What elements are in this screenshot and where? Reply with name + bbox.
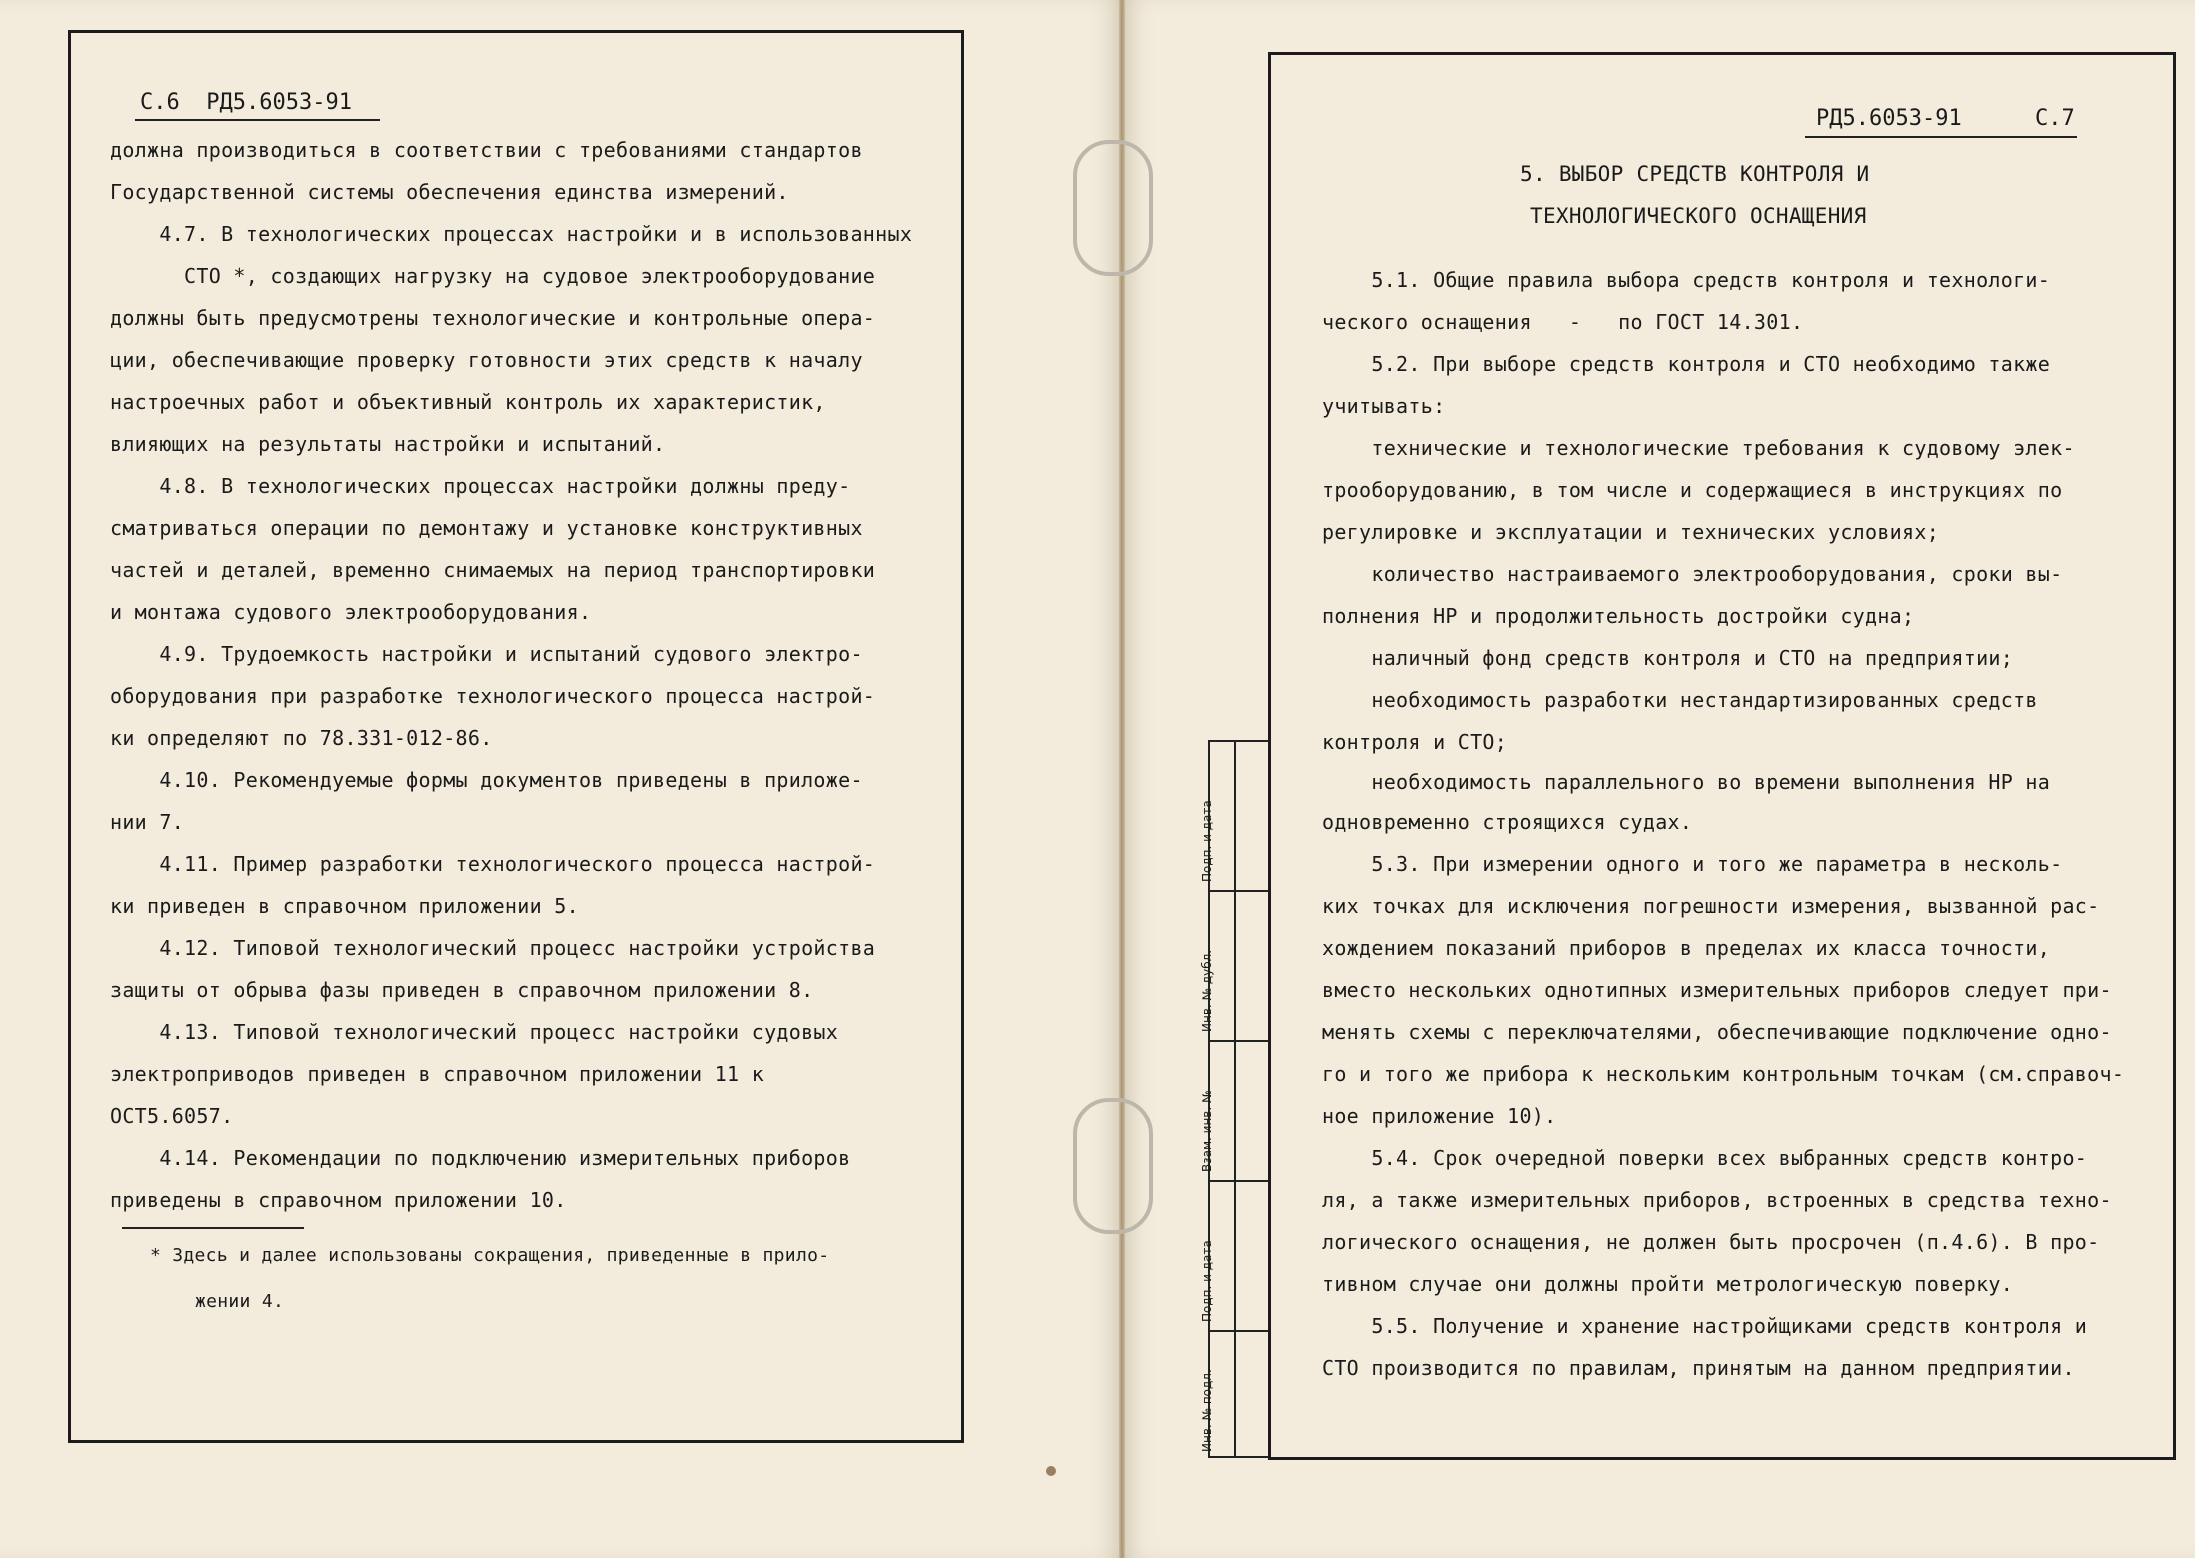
left-text-line: оборудования при разработке технологического процесса настрой- bbox=[110, 684, 876, 708]
stamp-cell bbox=[1200, 1042, 1268, 1182]
right-text-line: менять схемы с переключателями, обеспечивающие подключение одно- bbox=[1322, 1020, 2112, 1044]
left-text-line: 4.11. Пример разработки технологического процесса настрой- bbox=[110, 852, 876, 876]
left-text-line: Государственной системы обеспечения единства измерений. bbox=[110, 180, 789, 204]
right-text-line: ких точках для исключения погрешности измерения, вызванной рас- bbox=[1322, 894, 2100, 918]
right-text-line: ческого оснащения - по ГОСТ 14.301. bbox=[1322, 310, 1804, 334]
right-text-line: контроля и СТО; bbox=[1322, 730, 1508, 754]
left-text-line: настроечных работ и объективный контроль их характеристик, bbox=[110, 390, 826, 414]
staple-top bbox=[1073, 140, 1153, 276]
right-text-line: хождением показаний приборов в пределах их класса точности, bbox=[1322, 936, 2051, 960]
right-text-line: необходимость разработки нестандартизированных средств bbox=[1322, 688, 2038, 712]
left-text-line: сматриваться операции по демонтажу и установке конструктивных bbox=[110, 516, 863, 540]
right-text-line: одновременно строящихся судах. bbox=[1322, 810, 1693, 834]
left-text-line: 4.10. Рекомендуемые формы документов приведены в приложе- bbox=[110, 768, 863, 792]
right-text-line: 5.4. Срок очередной поверки всех выбранных средств контро- bbox=[1322, 1146, 2088, 1170]
section-title-line-2: ТЕХНОЛОГИЧЕСКОГО ОСНАЩЕНИЯ bbox=[1530, 204, 1867, 228]
stamp-cell bbox=[1200, 742, 1268, 892]
footnote-rule bbox=[122, 1227, 304, 1229]
right-text-line: тивном случае они должны пройти метрологическую поверку. bbox=[1322, 1272, 2014, 1296]
right-text-line: трооборудованию, в том числе и содержащиеся в инструкциях по bbox=[1322, 478, 2063, 502]
right-text-line: СТО производится по правилам, принятым на данном предприятии. bbox=[1322, 1356, 2075, 1380]
right-text-line: вместо нескольких однотипных измерительных приборов следует при- bbox=[1322, 978, 2112, 1002]
left-text-line: влияющих на результаты настройки и испытаний. bbox=[110, 432, 666, 456]
revision-stamp bbox=[1200, 740, 1268, 1458]
left-text-line: ки приведен в справочном приложении 5. bbox=[110, 894, 579, 918]
right-text-line: количество настраиваемого электрооборудования, сроки вы- bbox=[1322, 562, 2063, 586]
left-text-line: 4.13. Типовой технологический процесс настройки судовых bbox=[110, 1020, 839, 1044]
left-page-header bbox=[140, 90, 352, 115]
left-text-line: должны быть предусмотрены технологические и контрольные опера- bbox=[110, 306, 876, 330]
stamp-label: Инв. № дубл. bbox=[1200, 949, 1214, 1032]
left-text-line: ции, обеспечивающие проверку готовности этих средств к началу bbox=[110, 348, 863, 372]
left-text-line: и монтажа судового электрооборудования. bbox=[110, 600, 592, 624]
left-header-rule bbox=[135, 119, 380, 121]
right-header-rule bbox=[1805, 136, 2077, 138]
right-text-line: го и того же прибора к нескольким контрольным точкам (см.справоч- bbox=[1322, 1062, 2125, 1086]
right-text-line: 5.1. Общие правила выбора средств контроля и технологи- bbox=[1322, 268, 2051, 292]
right-text-line: полнения НР и продолжительность достройки судна; bbox=[1322, 604, 1915, 628]
stamp-label: Подп. и дата bbox=[1200, 1240, 1214, 1322]
right-text-line: ля, а также измерительных приборов, встроенных в средства техно- bbox=[1322, 1188, 2112, 1212]
section-title-line-1: 5. ВЫБОР СРЕДСТВ КОНТРОЛЯ И bbox=[1520, 162, 1870, 186]
left-text-line: частей и деталей, временно снимаемых на период транспортировки bbox=[110, 558, 876, 582]
left-text-line: 4.7. В технологических процессах настройки и в использованных bbox=[110, 222, 913, 246]
left-text-line: 4.9. Трудоемкость настройки и испытаний судового электро- bbox=[110, 642, 863, 666]
left-text-line: СТО *, создающих нагрузку на судовое электрооборудование bbox=[110, 264, 876, 288]
left-text-line: электроприводов приведен в справочном приложении 11 к bbox=[110, 1062, 765, 1086]
binding-hole bbox=[1046, 1466, 1056, 1476]
stamp-label: Подп. и дата bbox=[1200, 800, 1214, 882]
stamp-cell bbox=[1200, 1332, 1268, 1460]
stamp-label: Инв. № подл. bbox=[1200, 1369, 1214, 1452]
footnote-line: * Здесь и далее использованы сокращения, приведенные в прило- bbox=[150, 1245, 830, 1266]
right-text-line: регулировке и эксплуатации и технических условиях; bbox=[1322, 520, 1940, 544]
stamp-cell bbox=[1200, 892, 1268, 1042]
left-text-line: 4.14. Рекомендации по подключению измерительных приборов bbox=[110, 1146, 851, 1170]
left-text-line: 4.8. В технологических процессах настройки должны преду- bbox=[110, 474, 851, 498]
right-text-line: учитывать: bbox=[1322, 394, 1446, 418]
left-text-line: приведены в справочном приложении 10. bbox=[110, 1188, 567, 1212]
right-text-line: 5.3. При измерении одного и того же параметра в несколь- bbox=[1322, 852, 2063, 876]
left-page-number: С.6 bbox=[140, 90, 180, 115]
right-text-line: логического оснащения, не должен быть просрочен (п.4.6). В про- bbox=[1322, 1230, 2100, 1254]
right-text-line: необходимость параллельного во времени выполнения НР на bbox=[1322, 770, 2051, 794]
footnote-line: жении 4. bbox=[195, 1291, 285, 1312]
left-text-line: ОСТ5.6057. bbox=[110, 1104, 234, 1128]
right-text-line: наличный фонд средств контроля и СТО на предприятии; bbox=[1322, 646, 2014, 670]
stamp-label: Взам. инв. № bbox=[1200, 1090, 1214, 1172]
right-doc-code: РД5.6053-91 bbox=[1816, 106, 1962, 131]
staple-bottom bbox=[1073, 1098, 1153, 1234]
left-doc-code: РД5.6053-91 bbox=[206, 90, 352, 115]
left-text-line: защиты от обрыва фазы приведен в справочном приложении 8. bbox=[110, 978, 814, 1002]
right-text-line: ное приложение 10). bbox=[1322, 1104, 1557, 1128]
left-text-line: ки определяют по 78.331-012-86. bbox=[110, 726, 493, 750]
right-page-number: С.7 bbox=[2035, 106, 2075, 131]
left-text-line: должна производиться в соответствии с требованиями стандартов bbox=[110, 138, 863, 162]
left-text-line: 4.12. Типовой технологический процесс настройки устройства bbox=[110, 936, 876, 960]
right-text-line: технические и технологические требования к судовому элек- bbox=[1322, 436, 2075, 460]
left-text-line: нии 7. bbox=[110, 810, 185, 834]
right-text-line: 5.5. Получение и хранение настройщиками средств контроля и bbox=[1322, 1314, 2088, 1338]
stamp-cell bbox=[1200, 1182, 1268, 1332]
right-text-line: 5.2. При выборе средств контроля и СТО необходимо также bbox=[1322, 352, 2051, 376]
